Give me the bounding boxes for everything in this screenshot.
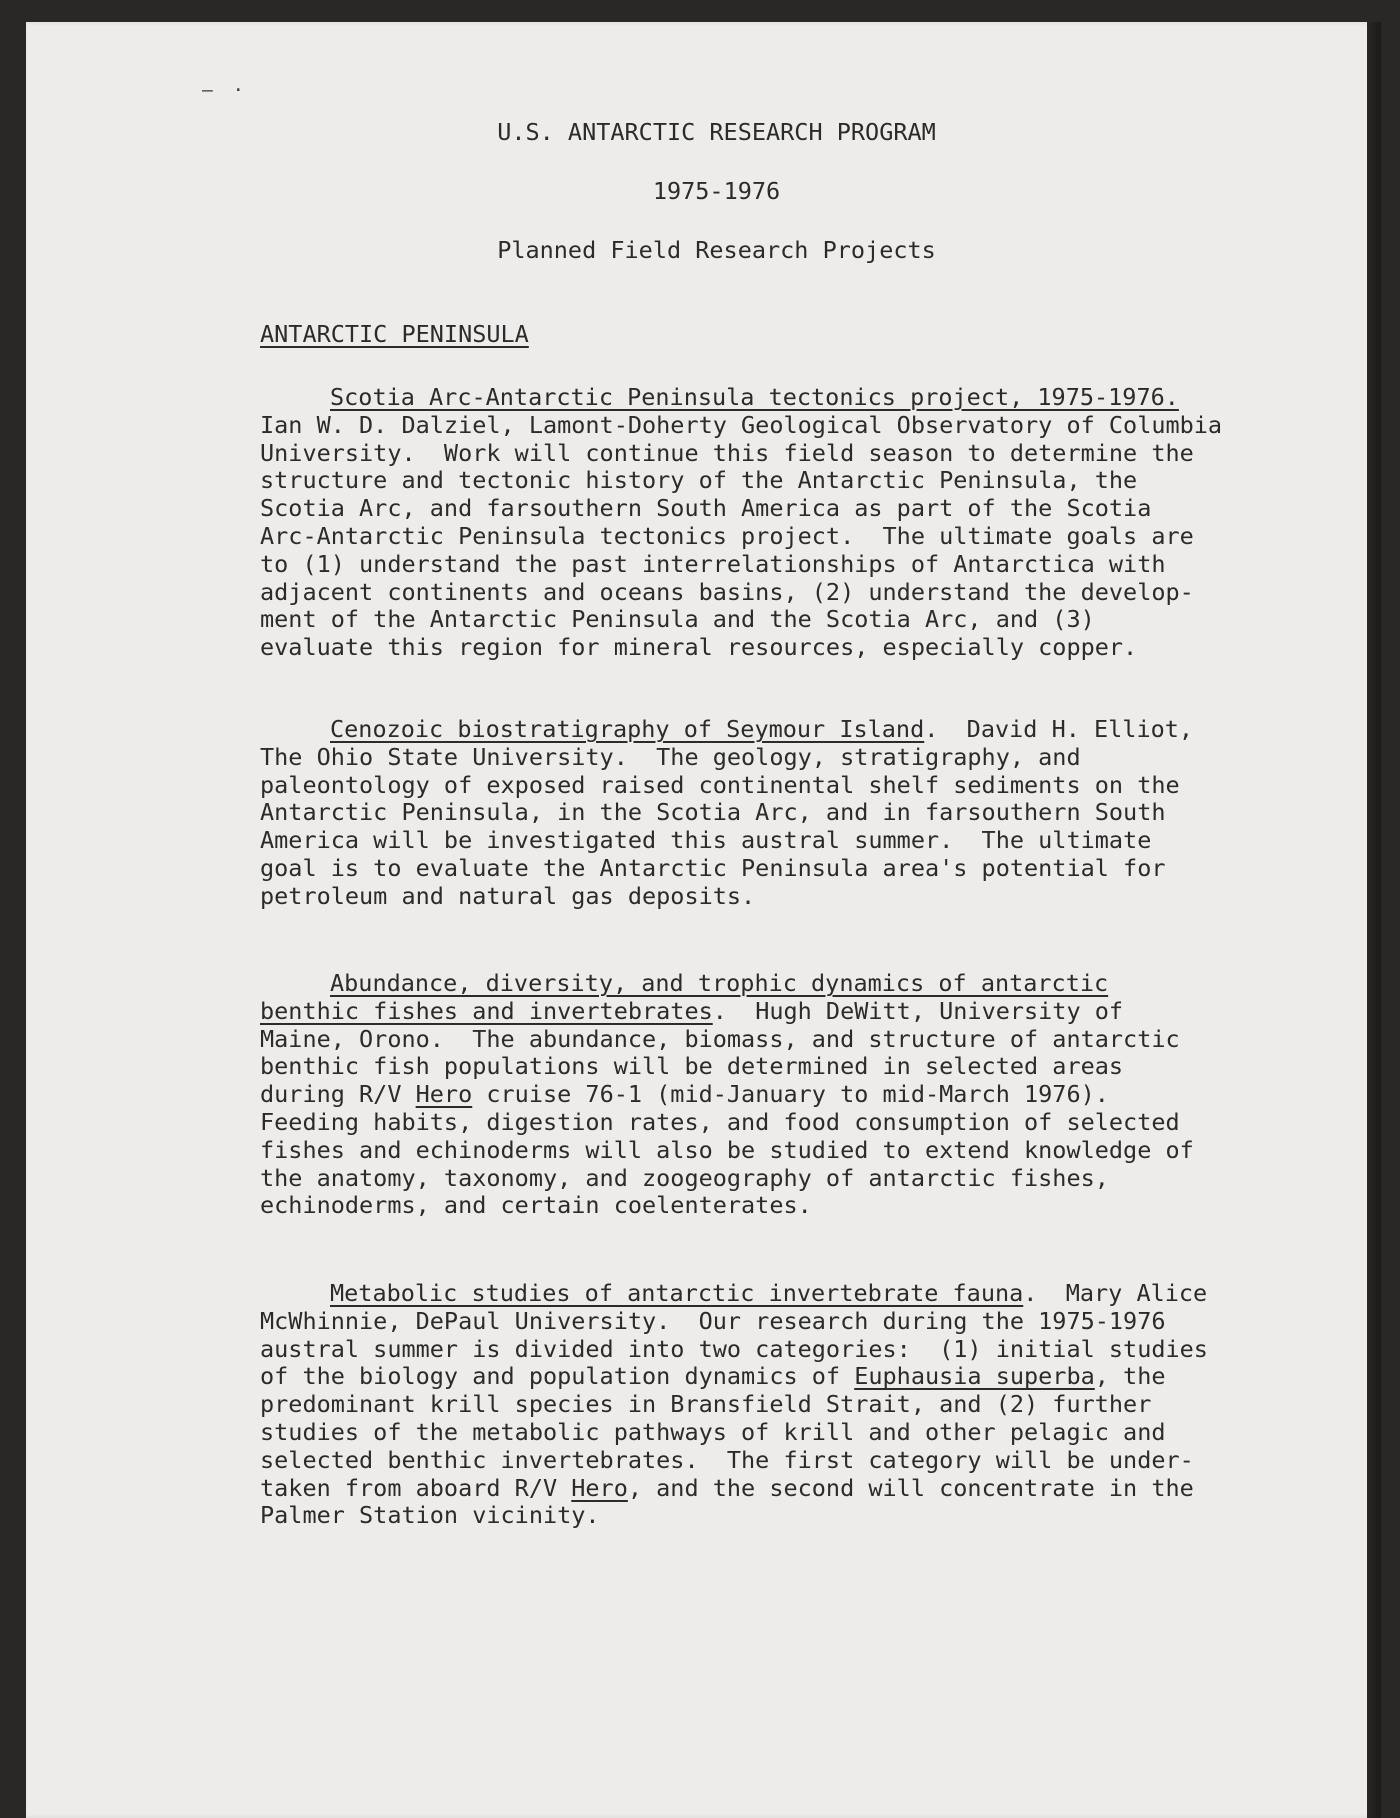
project-title: Cenozoic biostratigraphy of Seymour Island	[330, 715, 925, 743]
document-title: U.S. ANTARCTIC RESEARCH PROGRAM	[497, 118, 936, 146]
project-line: Ian W. D. Dalziel, Lamont-Doherty Geological Observatory of Columbia	[260, 410, 1223, 439]
text-fragment: cruise 76-1 (mid-January to mid-March 1976).	[472, 1080, 1109, 1109]
project-line	[260, 1475, 1208, 1503]
project-line: studies of the metabolic pathways of krill and other pelagic and	[260, 1417, 1166, 1446]
project-line: structure and tectonic history of the Antarctic Peninsula, the	[260, 466, 1138, 495]
project-title: Scotia Arc-Antarctic Peninsula tectonics project, 1975-1976.	[330, 383, 1179, 411]
project-line: the anatomy, taxonomy, and zoogeography of antarctic fishes,	[260, 1163, 1109, 1192]
project-line: Palmer Station vicinity.	[260, 1501, 600, 1530]
project-line: paleontology of exposed raised continental shelf sediments on the	[260, 770, 1180, 799]
project-line: America will be investigated this austral summer. The ultimate	[260, 826, 1152, 855]
project-seymour-island	[260, 716, 1193, 911]
project-line: echinoderms, and certain coelenterates.	[260, 1191, 812, 1220]
project-invertebrate-fauna	[260, 1280, 1208, 1530]
project-line: adjacent continents and oceans basins, (2) understand the develop-	[260, 577, 1194, 606]
project-author: . Mary Alice	[1023, 1279, 1208, 1307]
project-line: fishes and echinoderms will also be studied to extend knowledge of	[260, 1135, 1194, 1164]
project-line	[260, 1363, 1208, 1391]
section-heading: ANTARCTIC PENINSULA	[260, 320, 529, 348]
document-subtitle: Planned Field Research Projects	[497, 236, 936, 264]
project-line: Antarctic Peninsula, in the Scotia Arc, and in farsouthern South	[260, 798, 1166, 827]
text-fragment: during R/V	[260, 1080, 416, 1109]
page-edge	[1367, 22, 1381, 1818]
project-line: selected benthic invertebrates. The first category will be under-	[260, 1445, 1194, 1474]
project-line: ment of the Antarctic Peninsula and the Scotia Arc, and (3)	[260, 605, 1095, 634]
text-fragment: taken from aboard R/V	[260, 1473, 572, 1502]
project-line: Arc-Antarctic Peninsula tectonics project. The ultimate goals are	[260, 521, 1194, 550]
handwritten-mark: —·	[202, 80, 264, 101]
project-line: goal is to evaluate the Antarctic Peninsula area's potential for	[260, 853, 1166, 882]
document-years: 1975-1976	[652, 177, 781, 205]
project-author: . Hugh DeWitt, University of	[712, 996, 1124, 1025]
project-first-line	[260, 1280, 1208, 1308]
project-benthic-fishes	[260, 970, 1194, 1220]
project-title-cont: benthic fishes and invertebrates	[260, 996, 713, 1025]
text-fragment: of the biology and population dynamics of	[260, 1362, 855, 1391]
project-line: to (1) understand the past interrelationships of Antarctica with	[260, 549, 1166, 578]
project-line: predominant krill species in Bransfield Strait, and (2) further	[260, 1390, 1152, 1419]
project-line: evaluate this region for mineral resources, especially copper.	[260, 633, 1138, 662]
project-line: petroleum and natural gas deposits.	[260, 881, 756, 910]
ship-name: Hero	[571, 1473, 628, 1502]
project-line: austral summer is divided into two categories: (1) initial studies	[260, 1334, 1208, 1363]
document-page	[26, 22, 1381, 1818]
project-title-line2	[260, 998, 1194, 1026]
text-fragment: , the	[1094, 1362, 1166, 1391]
project-line: Feeding habits, digestion rates, and food consumption of selected	[260, 1107, 1180, 1136]
project-title: Metabolic studies of antarctic invertebrate fauna	[330, 1279, 1024, 1307]
text-fragment: , and the second will concentrate in the	[627, 1473, 1194, 1502]
project-scotia-arc	[260, 384, 1222, 662]
project-line: benthic fish populations will be determined in selected areas	[260, 1052, 1124, 1081]
project-first-line	[260, 716, 1193, 744]
project-line: Scotia Arc, and farsouthern South America as part of the Scotia	[260, 494, 1152, 523]
project-line: The Ohio State University. The geology, stratigraphy, and	[260, 742, 1081, 771]
project-title: Abundance, diversity, and trophic dynamics of antarctic	[330, 969, 1109, 997]
project-line: Maine, Orono. The abundance, biomass, and structure of antarctic	[260, 1024, 1180, 1053]
project-line: University. Work will continue this field season to determine the	[260, 438, 1194, 467]
project-author: . David H. Elliot,	[924, 715, 1194, 743]
species-name: Euphausia superba	[854, 1362, 1095, 1391]
project-line: McWhinnie, DePaul University. Our research during the 1975-1976	[260, 1306, 1166, 1335]
ship-name: Hero	[415, 1080, 473, 1109]
project-line	[260, 1081, 1194, 1109]
